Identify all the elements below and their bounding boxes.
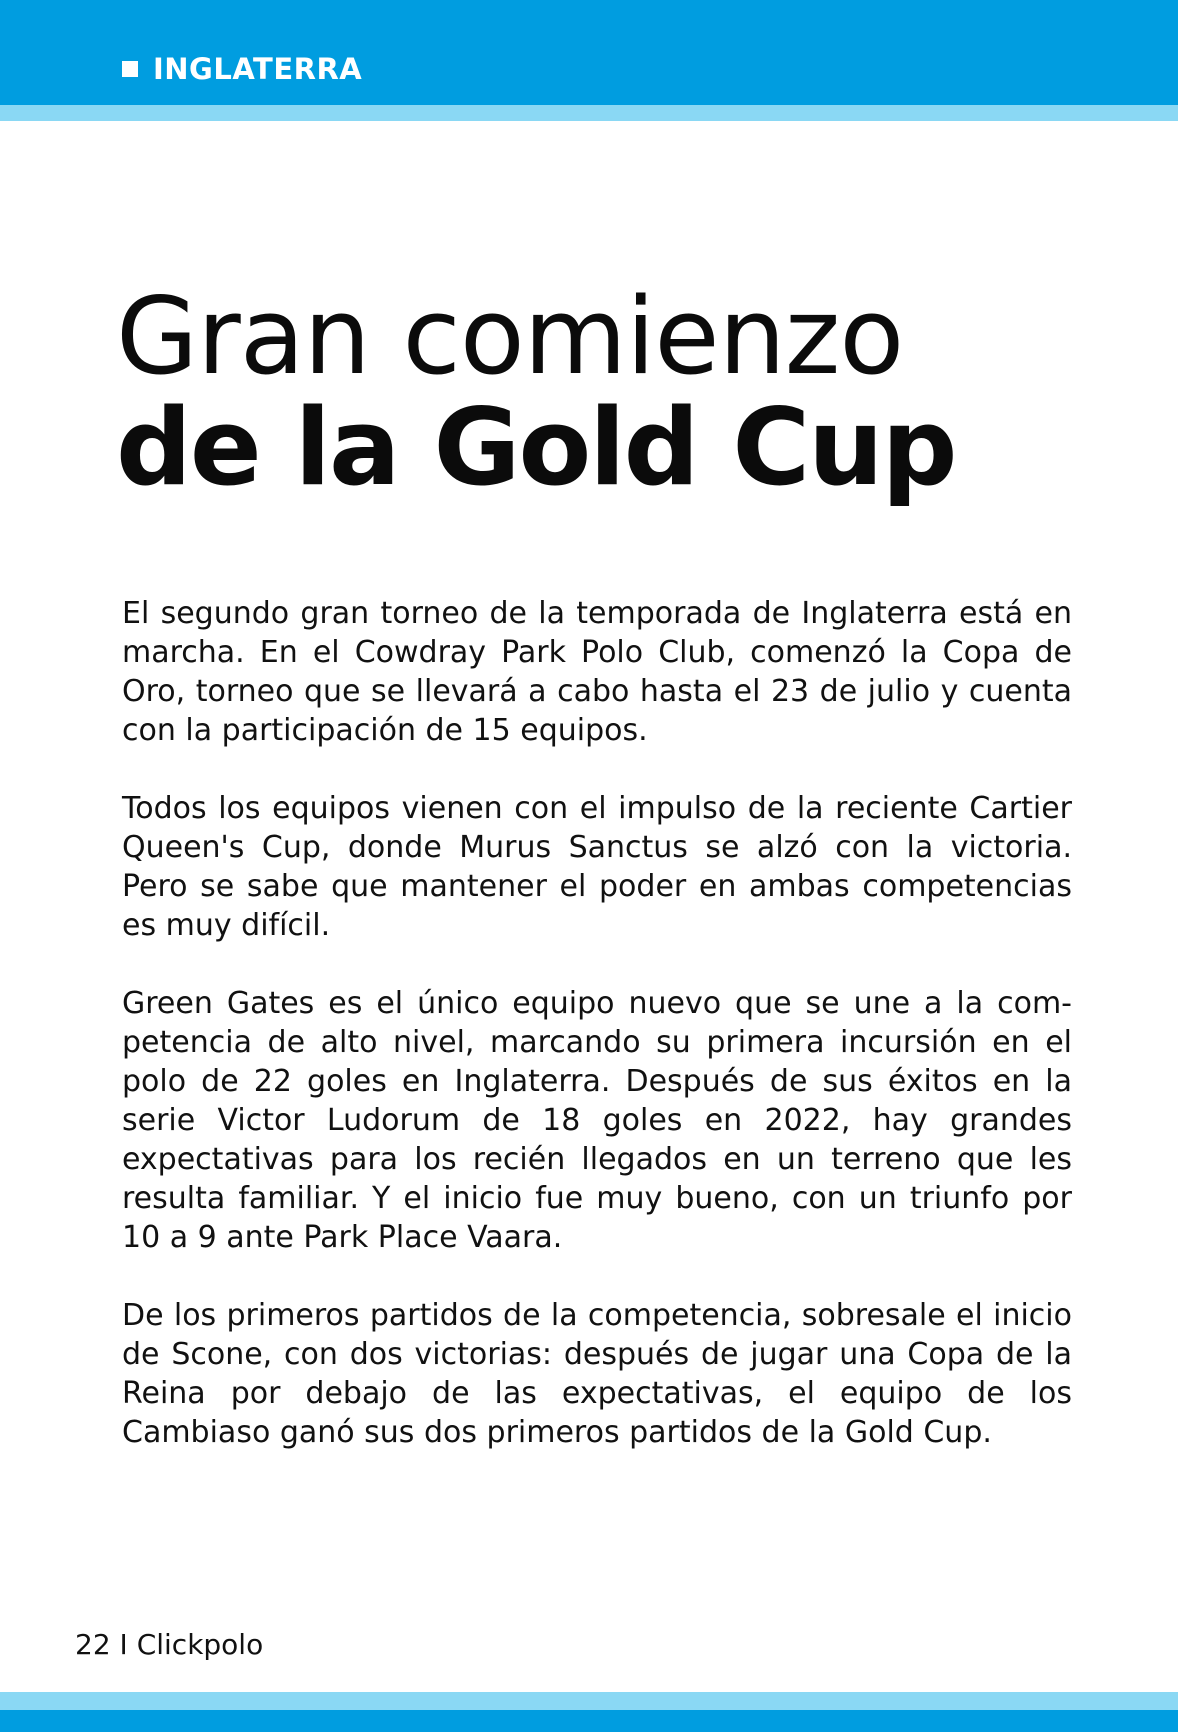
paragraph: Green Gates es el único equipo nuevo que se une a la competencia de alto nivel, marcando su primera incursión en el polo de 22 goles en Inglaterra. Después de sus éxitos en la serie Victor Ludorum de 18 goles en 2022, hay grandes expectativas para los recién llegados en un terreno que les resulta familiar. Y el inicio fue muy bueno, con un triunfo por 10 a 9 ante Park Place Vaara. xyxy=(122,986,1072,1255)
section-name: INGLATERRA xyxy=(153,52,363,86)
title-line-light: Gran comienzo xyxy=(116,275,904,398)
article-body xyxy=(122,594,1072,1491)
article-title xyxy=(116,275,1076,509)
paragraph: Todos los equipos vienen con el impulso de la reciente Cartier Queen's Cup, donde Murus Sanctus se alzó con la victoria. Pero se sabe que mantener el poder en ambas competencias es muy difícil. xyxy=(122,791,1072,943)
section-label xyxy=(122,51,362,87)
header-stripe xyxy=(0,105,1178,121)
square-bullet-icon xyxy=(122,61,138,77)
title-line-bold: de la Gold Cup xyxy=(116,386,956,509)
footer-band xyxy=(0,1710,1178,1732)
paragraph: De los primeros partidos de la competencia, sobresale el inicio de Scone, con dos victorias: después de jugar una Copa de la Reina por debajo de las expectativas, el equipo de los Cambiaso ganó sus dos primeros partidos de la Gold Cup. xyxy=(122,1298,1072,1450)
page-footer: 22 I Clickpolo xyxy=(75,1628,264,1661)
paragraph: El segundo gran torneo de la temporada de Inglaterra está en marcha. En el Cowdray Park Polo Club, comenzó la Copa de Oro, torneo que se llevará a cabo hasta el 23 de julio y cuenta con la participación de 15 equipos. xyxy=(122,596,1072,748)
footer-stripe xyxy=(0,1692,1178,1710)
